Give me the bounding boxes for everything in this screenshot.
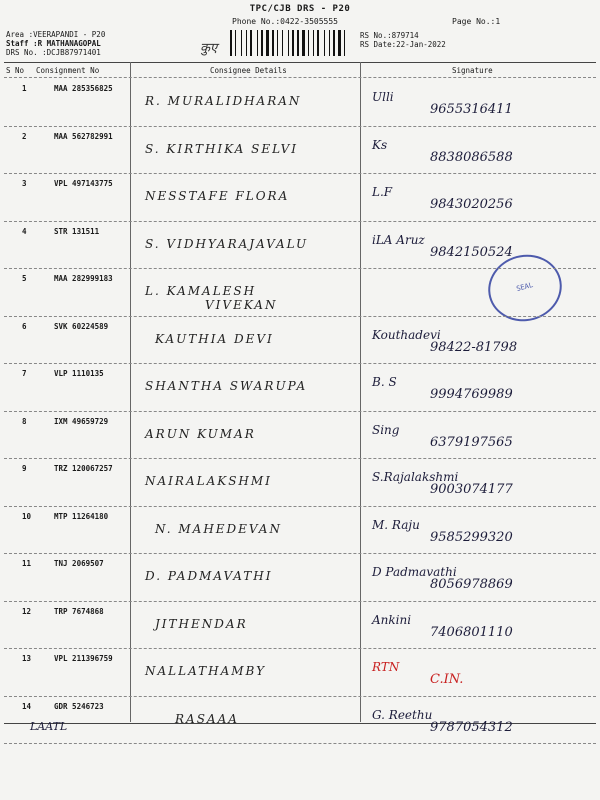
row-signature: RTN [372, 660, 400, 674]
phone-number: Phone No.:0422-3505555 [232, 17, 338, 26]
row-receiver-phone: 9994769989 [430, 387, 513, 402]
row-signature: G. Reethu [372, 707, 433, 722]
row-consignment-number: TNJ 2069507 [54, 559, 104, 568]
row-serial-number: 1 [22, 84, 27, 93]
row-receiver-phone: 9585299320 [430, 529, 513, 545]
row-signature: Ks [372, 137, 388, 152]
header-right-block [360, 31, 446, 49]
row-serial-number: 3 [22, 179, 27, 188]
row-separator [4, 553, 596, 554]
row-consignee-name: NESSTAFE FLORA [145, 189, 290, 203]
row-separator [4, 363, 596, 364]
header-sno: S No [6, 66, 25, 75]
row-consignment-number: STR 131511 [54, 226, 100, 236]
row-serial-number: 7 [22, 369, 27, 378]
row-serial-number: 10 [22, 511, 32, 521]
row-signature: Ankini [372, 612, 412, 627]
row-separator [4, 601, 596, 602]
row-signature: M. Raju [372, 517, 420, 532]
header-left-block [6, 30, 105, 57]
row-consignee-name: L. KAMALESH [145, 284, 257, 298]
row-separator [4, 696, 596, 697]
sheet-title: TPC/CJB DRS - P20 [249, 4, 351, 14]
row-separator [4, 506, 596, 507]
row-receiver-phone: 6379197565 [430, 434, 513, 450]
row-consignee-name: SHANTHA SWARUPA [145, 379, 308, 393]
row-consignee-name: RASAAA [175, 711, 239, 726]
row-consignment-number: VPL 211396759 [54, 654, 113, 663]
row-separator [4, 316, 596, 317]
row-serial-number: 2 [22, 131, 27, 141]
row-signature: S.Rajalakshmi [372, 470, 459, 484]
row-serial-number: 4 [22, 226, 27, 236]
office-stamp: SEAL [481, 247, 570, 330]
row-consignee-name-line2: VIVEKAN [205, 298, 278, 312]
row-consignee-name: NALLATHAMBY [145, 664, 267, 678]
row-separator [4, 743, 596, 744]
row-receiver-phone: 8838086588 [430, 149, 513, 165]
row-margin-note: LAATL [30, 719, 68, 733]
column-divider [360, 62, 361, 722]
row-receiver-phone: 9003074177 [430, 482, 513, 497]
row-consignment-number: VPL 497143775 [54, 179, 113, 188]
row-consignee-name: ARUN KUMAR [145, 426, 256, 441]
row-serial-number: 9 [22, 464, 27, 473]
row-consignment-number: TRP 7674868 [54, 606, 104, 616]
row-receiver-phone: 7406801110 [430, 624, 513, 640]
row-consignment-number: TRZ 120067257 [54, 464, 113, 473]
row-consignee-name: JITHENDAR [155, 616, 248, 631]
row-receiver-phone: 9843020256 [430, 197, 513, 212]
row-signature: iLA Aruz [372, 232, 425, 247]
row-separator [4, 411, 596, 412]
row-consignment-number: MAA 282999183 [54, 274, 113, 283]
row-consignment-number: MAA 562782991 [54, 131, 113, 141]
row-consignment-number: VLP 1110135 [54, 369, 104, 378]
row-consignee-name: S. KIRTHIKA SELVI [145, 141, 299, 156]
row-receiver-phone: 9787054312 [430, 719, 513, 735]
row-serial-number: 8 [22, 416, 27, 426]
header-consignment: Consignment No [36, 66, 100, 75]
row-serial-number: 13 [22, 654, 32, 663]
row-consignment-number: MTP 11264180 [54, 511, 109, 521]
staff-label: Staff :R MATHANAGOPAL [6, 39, 101, 48]
area-label: Area :VEERAPANDI - P20 [6, 30, 106, 39]
row-receiver-phone: 98422-81798 [430, 339, 518, 355]
row-separator [4, 221, 596, 222]
row-consignment-number: GDR 5246723 [54, 701, 104, 711]
row-consignment-number: IXM 49659729 [54, 416, 109, 426]
row-consignee-name: S. VIDHYARAJAVALU [145, 236, 309, 251]
row-consignee-name: KAUTHIA DEVI [155, 331, 274, 346]
top-scribble: कुए [200, 41, 218, 56]
row-serial-number: 14 [22, 701, 32, 711]
header-consignee: Consignee Details [210, 66, 287, 75]
row-separator [4, 648, 596, 649]
row-separator [4, 126, 596, 127]
row-separator [4, 268, 596, 269]
row-consignee-name: N. MAHEDEVAN [155, 521, 282, 536]
row-consignee-name: D. PADMAVATHI [145, 569, 273, 583]
rs-date: RS Date:22-Jan-2022 [360, 40, 446, 49]
barcode [230, 30, 355, 56]
row-separator [4, 173, 596, 174]
row-signature: D Padmavathi [372, 565, 457, 579]
row-serial-number: 5 [22, 274, 27, 283]
row-receiver-phone: 9842150524 [430, 244, 513, 260]
row-receiver-phone: C.IN. [430, 672, 464, 687]
page-number: Page No.:1 [452, 17, 501, 26]
row-receiver-phone: 9655316411 [430, 102, 513, 117]
row-consignee-name: NAIRALAKSHMI [145, 474, 272, 488]
row-serial-number: 6 [22, 321, 27, 331]
drs-number: DRS No. :DCJB87971401 [6, 48, 101, 57]
row-signature: Kouthadevi [372, 327, 441, 342]
row-signature: Sing [372, 422, 400, 437]
row-serial-number: 11 [22, 559, 32, 568]
row-consignment-number: SVK 60224589 [54, 321, 109, 331]
row-receiver-phone: 8056978869 [430, 577, 513, 592]
header-signature: Signature [452, 66, 493, 75]
row-consignee-name: R. MURALIDHARAN [145, 94, 302, 108]
row-signature: Ulli [372, 90, 394, 104]
header-separator [4, 77, 596, 78]
row-signature: L.F [372, 185, 393, 199]
row-serial-number: 12 [22, 606, 32, 616]
column-divider [130, 62, 131, 722]
row-consignment-number: MAA 285356825 [54, 84, 113, 93]
row-separator [4, 458, 596, 459]
rs-number: RS No.:879714 [360, 31, 419, 40]
row-signature: B. S [372, 375, 397, 389]
